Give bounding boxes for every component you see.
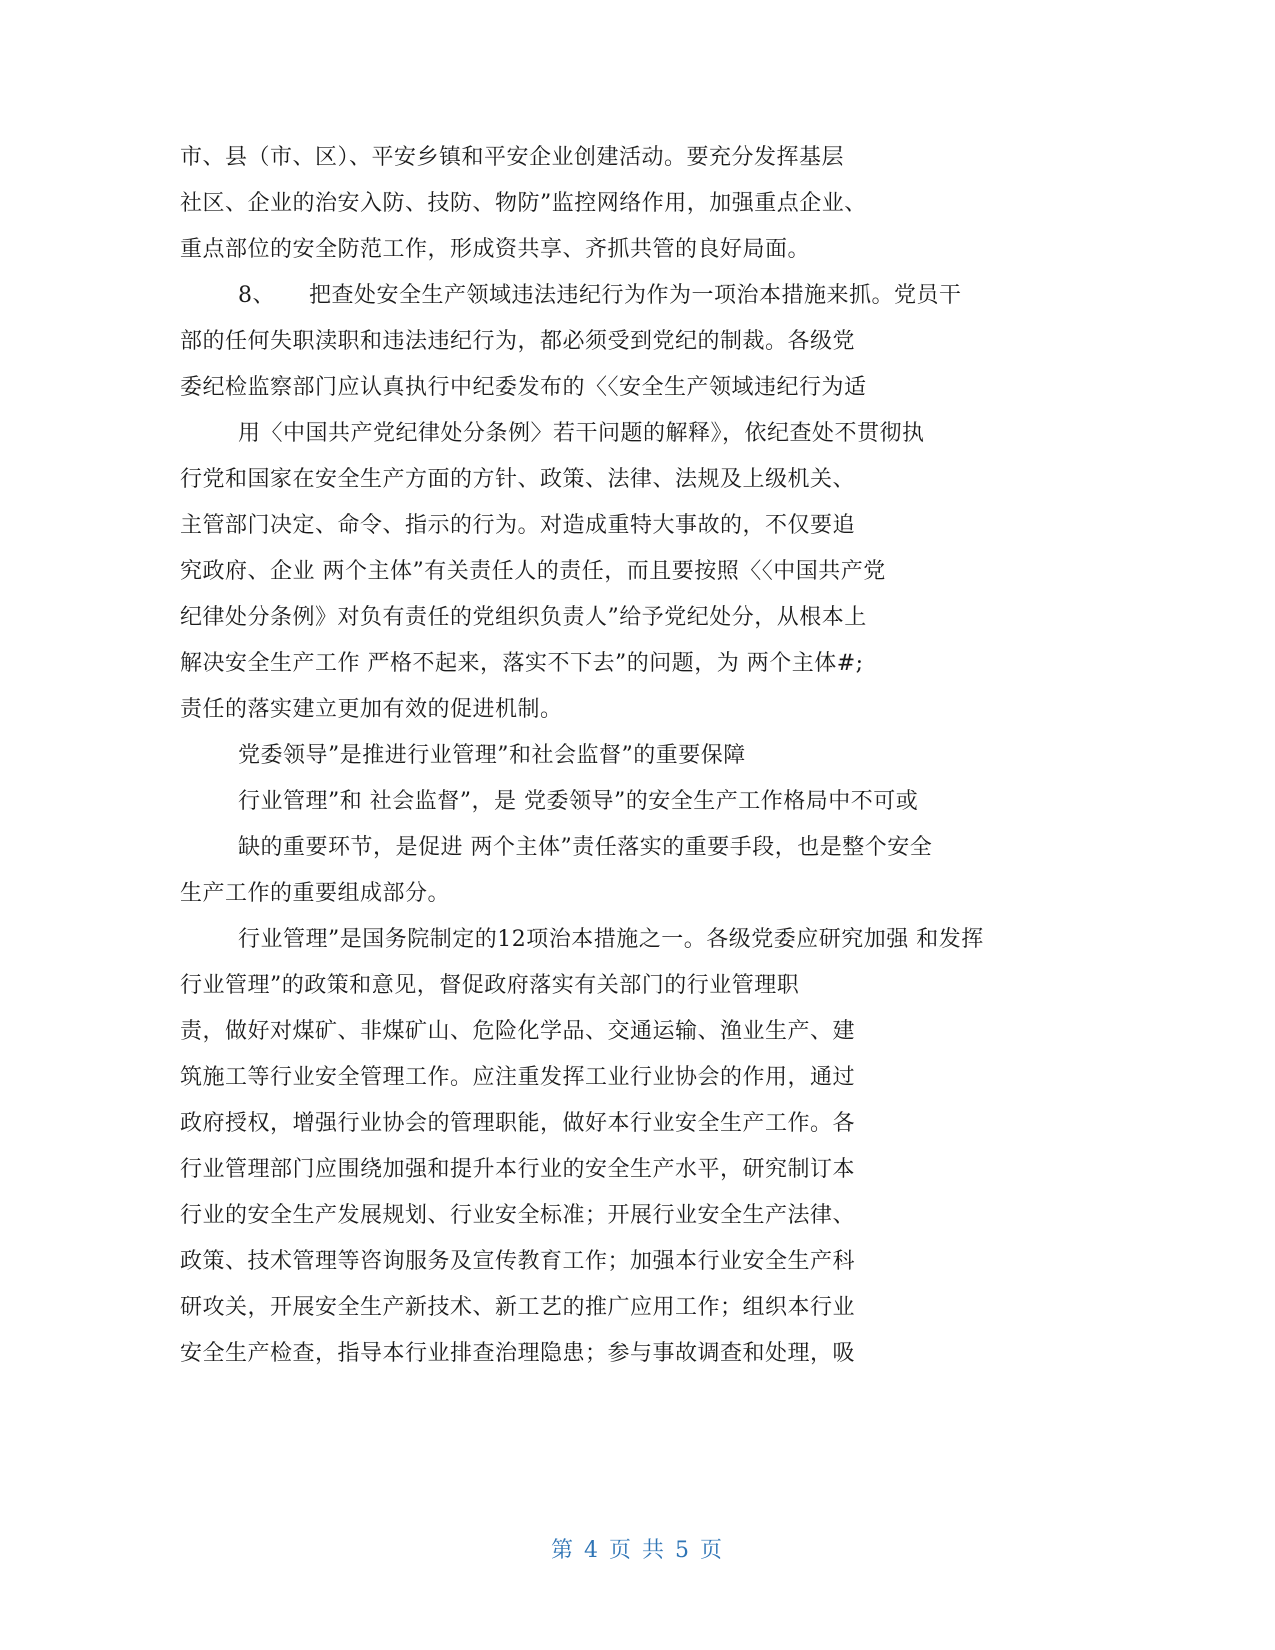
text-line: 用〈中国共产党纪律处分条例〉若干问题的解释》，依纪查处不贯彻执	[238, 421, 925, 446]
text-line: 责，做好对煤矿、非煤矿山、危险化学品、交通运输、渔业生产、建	[180, 1019, 856, 1044]
text-line: 政策、技术管理等咨询服务及宣传教育工作；加强本行业安全生产科	[180, 1249, 856, 1274]
text-line: 行业管理”是国务院制定的12项治本措施之一。各级党委应研究加强 和发挥	[238, 927, 984, 952]
text-line: 筑施工等行业安全管理工作。应注重发挥工业行业协会的作用，通过	[180, 1065, 856, 1090]
text-line: 行业管理”的政策和意见，督促政府落实有关部门的行业管理职	[180, 973, 800, 998]
text-line: 行业管理”和 社会监督”，是 党委领导”的安全生产工作格局中不可或	[238, 789, 919, 814]
text-line: 委纪检监察部门应认真执行中纪委发布的〈〈安全生产领域违纪行为适	[180, 375, 867, 400]
text-line: 缺的重要环节，是促进 两个主体”责任落实的重要手段，也是整个安全	[238, 835, 933, 860]
text-line: 部的任何失职渎职和违法违纪行为，都必须受到党纪的制裁。各级党	[180, 329, 856, 354]
text-line: 纪律处分条例》对负有责任的党组织负责人”给予党纪处分，从根本上	[180, 605, 867, 630]
text-line: 安全生产检查，指导本行业排查治理隐患；参与事故调查和处理，吸	[180, 1341, 856, 1366]
text-line: 市、县（市、区）、平安乡镇和平安企业创建活动。要充分发挥基层	[180, 145, 845, 170]
page-number-footer: 第 4 页 共 5 页	[551, 1538, 724, 1563]
text-line: 究政府、企业 两个主体”有关责任人的责任，而且要按照〈〈中国共产党	[180, 559, 886, 584]
text-line: 责任的落实建立更加有效的促进机制。	[180, 697, 563, 722]
text-line: 解决安全生产工作 严格不起来，落实不下去”的问题，为 两个主体#;	[180, 651, 864, 676]
text-line: 行业的安全生产发展规划、行业安全标准；开展行业安全生产法律、	[180, 1203, 856, 1228]
text-line: 主管部门决定、命令、指示的行为。对造成重特大事故的，不仅要追	[180, 513, 856, 538]
text-line: 8、 把查处安全生产领域违法违纪行为作为一项治本措施来抓。党员干	[238, 283, 962, 308]
text-line: 研攻关，开展安全生产新技术、新工艺的推广应用工作；组织本行业	[180, 1295, 856, 1320]
text-line: 行党和国家在安全生产方面的方针、政策、法律、法规及上级机关、	[180, 467, 856, 492]
section-heading: 党委领导”是推进行业管理”和社会监督”的重要保障	[238, 743, 746, 768]
text-line: 政府授权，增强行业协会的管理职能，做好本行业安全生产工作。各	[180, 1111, 856, 1136]
text-line: 重点部位的安全防范工作，形成资共享、齐抓共管的良好局面。	[180, 237, 811, 262]
text-line: 社区、企业的治安入防、技防、物防”监控网络作用，加强重点企业、	[180, 191, 867, 216]
text-line: 行业管理部门应围绕加强和提升本行业的安全生产水平，研究制订本	[180, 1157, 856, 1182]
text-line: 生产工作的重要组成部分。	[180, 881, 451, 906]
